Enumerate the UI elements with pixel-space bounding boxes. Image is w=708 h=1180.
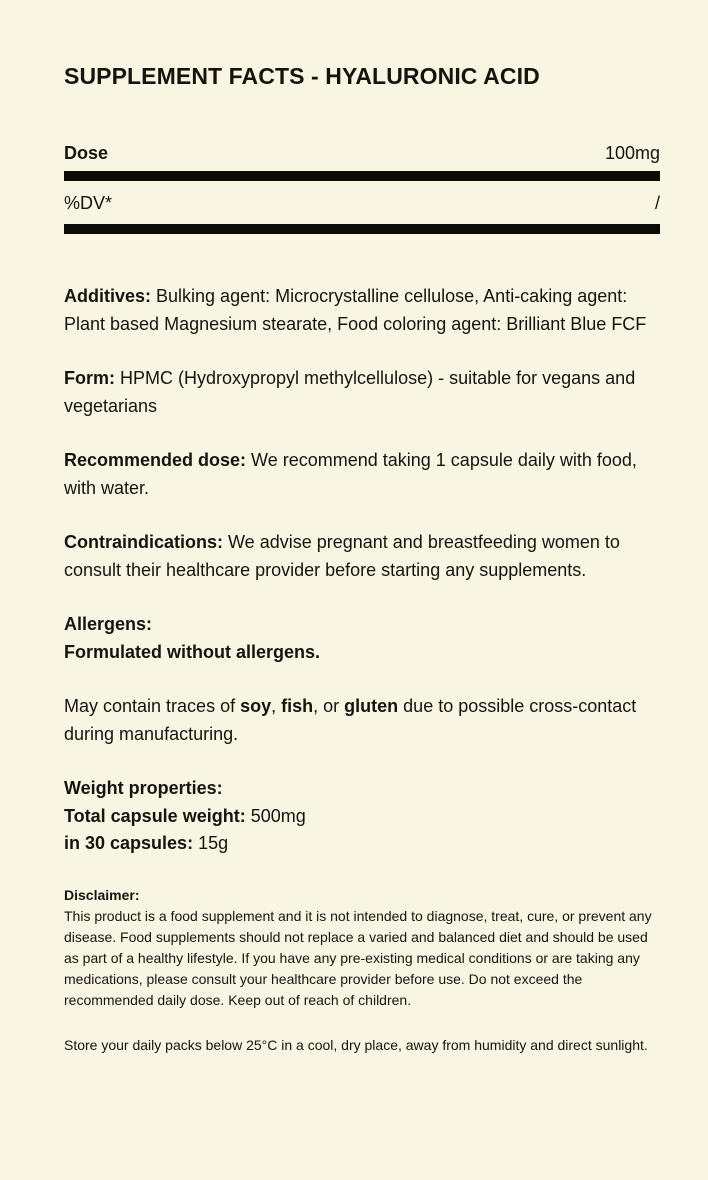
contraindications-paragraph: Contraindications: We advise pregnant and breastfeeding women to consult their healthcare provider before starting any supplements. <box>64 532 620 580</box>
allergens-paragraph: Allergens: Formulated without allergens. <box>64 614 321 662</box>
divider-bar-top <box>64 171 660 181</box>
divider-bar-bottom <box>64 224 660 234</box>
traces-paragraph: May contain traces of soy, fish, or gluten due to possible cross-contact during manufacturing. <box>64 696 637 744</box>
additives-paragraph: Additives: Bulking agent: Microcrystalline cellulose, Anti-caking agent: Plant based Magnesium stearate, Food coloring agent: Brilliant Blue FCF <box>64 286 647 334</box>
dose-label: Dose <box>64 143 109 163</box>
dose-row <box>64 143 660 163</box>
recommended-dose-paragraph: Recommended dose: We recommend taking 1 capsule daily with food, with water. <box>64 450 637 498</box>
page-title: SUPPLEMENT FACTS - HYALURONIC ACID <box>64 63 540 89</box>
info-sections <box>64 283 660 1056</box>
weight-properties-paragraph: Weight properties: Total capsule weight: 500mg in 30 capsules: 15g <box>64 778 306 853</box>
dv-row <box>64 193 660 213</box>
dv-value: / <box>654 193 660 213</box>
form-paragraph: Form: HPMC (Hydroxypropyl methylcellulose) - suitable for vegans and vegetarians <box>64 368 636 416</box>
disclaimer-paragraph: Disclaimer: This product is a food supplement and it is not intended to diagnose, treat, cure, or prevent any disease. Food supplements should not replace a varied and balanced diet and should be used as part of a healthy lifestyle. If you have any pre-existing medical conditions or are taking any medications, please consult your healthcare provider before use. Do not exceed the recommended daily dose. Keep out of reach of children. <box>64 886 652 1008</box>
dose-value: 100mg <box>604 143 660 163</box>
storage-paragraph: Store your daily packs below 25°C in a cool, dry place, away from humidity and direct sunlight. <box>64 1036 648 1053</box>
dv-label: %DV* <box>64 193 113 213</box>
dose-table <box>64 143 660 234</box>
